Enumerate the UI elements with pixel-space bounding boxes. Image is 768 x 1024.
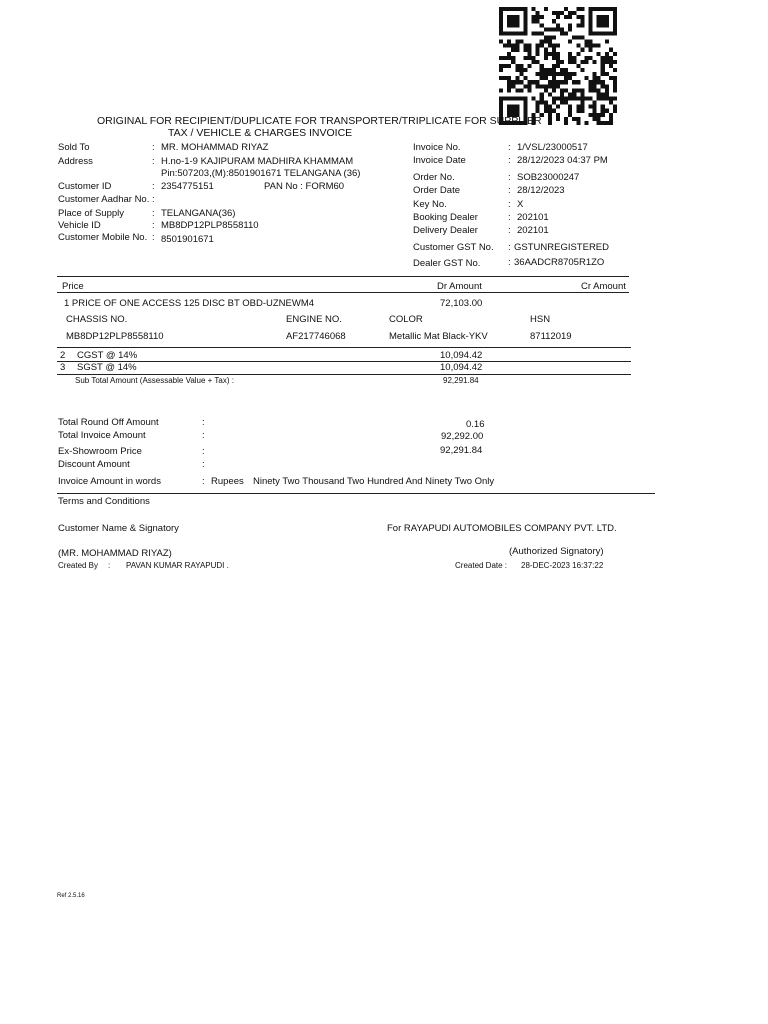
- tax-top-rule: [57, 347, 631, 348]
- engine-value: AF217746068: [286, 331, 346, 342]
- created-date-value: 28-DEC-2023 16:37:22: [521, 561, 604, 570]
- colon: :: [202, 417, 205, 428]
- authorized-signatory: (Authorized Signatory): [509, 546, 604, 557]
- subtotal-value: 92,291.84: [443, 376, 479, 385]
- color-value: Metallic Mat Black-YKV: [389, 331, 488, 342]
- order-no-label: Order No.: [413, 172, 455, 183]
- words-currency: Rupees: [211, 476, 244, 487]
- colon: :: [508, 225, 511, 236]
- colon: :: [508, 172, 511, 183]
- key-no-value: X: [517, 199, 524, 210]
- chassis-label: CHASSIS NO.: [66, 314, 128, 325]
- vehicle-id-label: Vehicle ID: [58, 220, 101, 231]
- pan-no: PAN No : FORM60: [264, 181, 345, 192]
- ex-showroom-label: Ex-Showroom Price: [58, 446, 142, 457]
- dealer-gst-value: 36AADCR8705R1ZO: [514, 257, 605, 268]
- qr-code: [499, 6, 617, 126]
- item-description: 1 PRICE OF ONE ACCESS 125 DISC BT OBD-UZNEWM4: [64, 298, 315, 309]
- order-date-value: 28/12/2023: [517, 185, 565, 196]
- customer-gst-value: GSTUNREGISTERED: [514, 242, 610, 253]
- colon: :: [152, 181, 155, 192]
- colon: :: [508, 199, 511, 210]
- company-signatory: For RAYAPUDI AUTOMOBILES COMPANY PVT. LTD.: [387, 523, 617, 534]
- copies-line: ORIGINAL FOR RECIPIENT/DUPLICATE FOR TRANSPORTER/TRIPLICATE FOR SUPPLIER: [97, 115, 542, 127]
- address-label: Address: [58, 156, 93, 167]
- discount-label: Discount Amount: [58, 459, 130, 470]
- col-cr-amount: Cr Amount: [581, 281, 626, 292]
- booking-dealer-label: Booking Dealer: [413, 212, 478, 223]
- place-of-supply-value: TELANGANA(36): [161, 208, 236, 219]
- invoice-date-value: 28/12/2023 04:37 PM: [517, 155, 608, 166]
- invoice-amount-value: 92,292.00: [441, 431, 484, 442]
- subtotal-label: Sub Total Amount (Assessable Value + Tax) :: [75, 376, 234, 385]
- words-value: Ninety Two Thousand Two Hundred And Ninety Two Only: [253, 476, 495, 487]
- invoice-no-value: 1/VSL/23000517: [517, 142, 588, 153]
- key-no-label: Key No.: [413, 199, 447, 210]
- colon: :: [152, 156, 155, 167]
- tax-row-name: CGST @ 14%: [77, 350, 138, 361]
- colon: :: [152, 208, 155, 219]
- colon: :: [202, 459, 205, 470]
- colon: :: [508, 142, 511, 153]
- created-by-value: PAVAN KUMAR RAYAPUDI .: [126, 561, 229, 570]
- created-date-label: Created Date :: [455, 561, 508, 570]
- table-top-rule: [57, 276, 629, 277]
- ex-showroom-value: 92,291.84: [440, 445, 483, 456]
- tax-row-no: 2: [60, 350, 66, 361]
- words-label: Invoice Amount in words: [58, 476, 161, 487]
- colon: :: [152, 220, 155, 231]
- tax-mid-rule: [57, 361, 631, 362]
- colon: :: [202, 446, 205, 457]
- customer-gst-label: Customer GST No.: [413, 242, 494, 253]
- customer-name: (MR. MOHAMMAD RIYAZ): [58, 548, 172, 559]
- colon: :: [152, 142, 155, 153]
- tax-row-name: SGST @ 14%: [77, 362, 137, 373]
- hsn-value: 87112019: [530, 331, 572, 342]
- round-off-label: Total Round Off Amount: [58, 417, 159, 428]
- item-amount: 72,103.00: [440, 298, 483, 309]
- customer-id-value: 2354775151: [161, 181, 214, 192]
- color-label: COLOR: [389, 314, 423, 325]
- colon: :: [152, 194, 155, 205]
- colon: :: [508, 185, 511, 196]
- colon: :: [152, 232, 155, 243]
- invoice-title: TAX / VEHICLE & CHARGES INVOICE: [168, 127, 353, 139]
- hsn-label: HSN: [530, 314, 551, 325]
- colon: :: [202, 476, 205, 487]
- delivery-dealer-value: 202101: [517, 225, 549, 236]
- col-dr-amount: Dr Amount: [437, 281, 482, 292]
- colon: :: [108, 561, 111, 570]
- vehicle-id-value: MB8DP12PLP8558110: [161, 220, 259, 231]
- tax-bottom-rule: [57, 374, 631, 375]
- address-line1: H.no-1-9 KAJIPURAM MADHIRA KHAMMAM: [161, 156, 354, 167]
- terms-conditions: Terms and Conditions: [58, 496, 150, 507]
- terms-rule: [57, 493, 655, 494]
- address-line2: Pin:507203,(M):8501901671 TELANGANA (36): [161, 168, 361, 179]
- mobile-value: 8501901671: [161, 234, 214, 245]
- delivery-dealer-label: Delivery Dealer: [413, 225, 478, 236]
- colon: :: [508, 155, 511, 166]
- customer-signatory: Customer Name & Signatory: [58, 523, 179, 534]
- sold-to-value: MR. MOHAMMAD RIYAZ: [161, 142, 269, 153]
- mobile-label: Customer Mobile No.: [58, 232, 148, 243]
- customer-id-label: Customer ID: [58, 181, 112, 192]
- order-date-label: Order Date: [413, 185, 460, 196]
- colon: :: [508, 257, 511, 268]
- chassis-value: MB8DP12PLP8558110: [66, 331, 164, 342]
- tax-row-amount: 10,094.42: [440, 362, 483, 373]
- aadhar-label: Customer Aadhar No.: [58, 194, 150, 205]
- engine-label: ENGINE NO.: [286, 314, 342, 325]
- col-price: Price: [62, 281, 84, 292]
- round-off-value: 0.16: [466, 419, 485, 430]
- sold-to-label: Sold To: [58, 142, 90, 153]
- dealer-gst-label: Dealer GST No.: [413, 258, 481, 269]
- order-no-value: SOB23000247: [517, 172, 580, 183]
- colon: :: [508, 242, 511, 253]
- place-of-supply-label: Place of Supply: [58, 208, 125, 219]
- invoice-no-label: Invoice No.: [413, 142, 461, 153]
- colon: :: [202, 430, 205, 441]
- invoice-date-label: Invoice Date: [413, 155, 466, 166]
- tax-row-amount: 10,094.42: [440, 350, 483, 361]
- table-header-rule: [57, 292, 629, 293]
- booking-dealer-value: 202101: [517, 212, 549, 223]
- invoice-amount-label: Total Invoice Amount: [58, 430, 146, 441]
- ref-version: Ref 2.5.16: [57, 893, 85, 899]
- colon: :: [508, 212, 511, 223]
- created-by-label: Created By: [58, 561, 99, 570]
- tax-row-no: 3: [60, 362, 66, 373]
